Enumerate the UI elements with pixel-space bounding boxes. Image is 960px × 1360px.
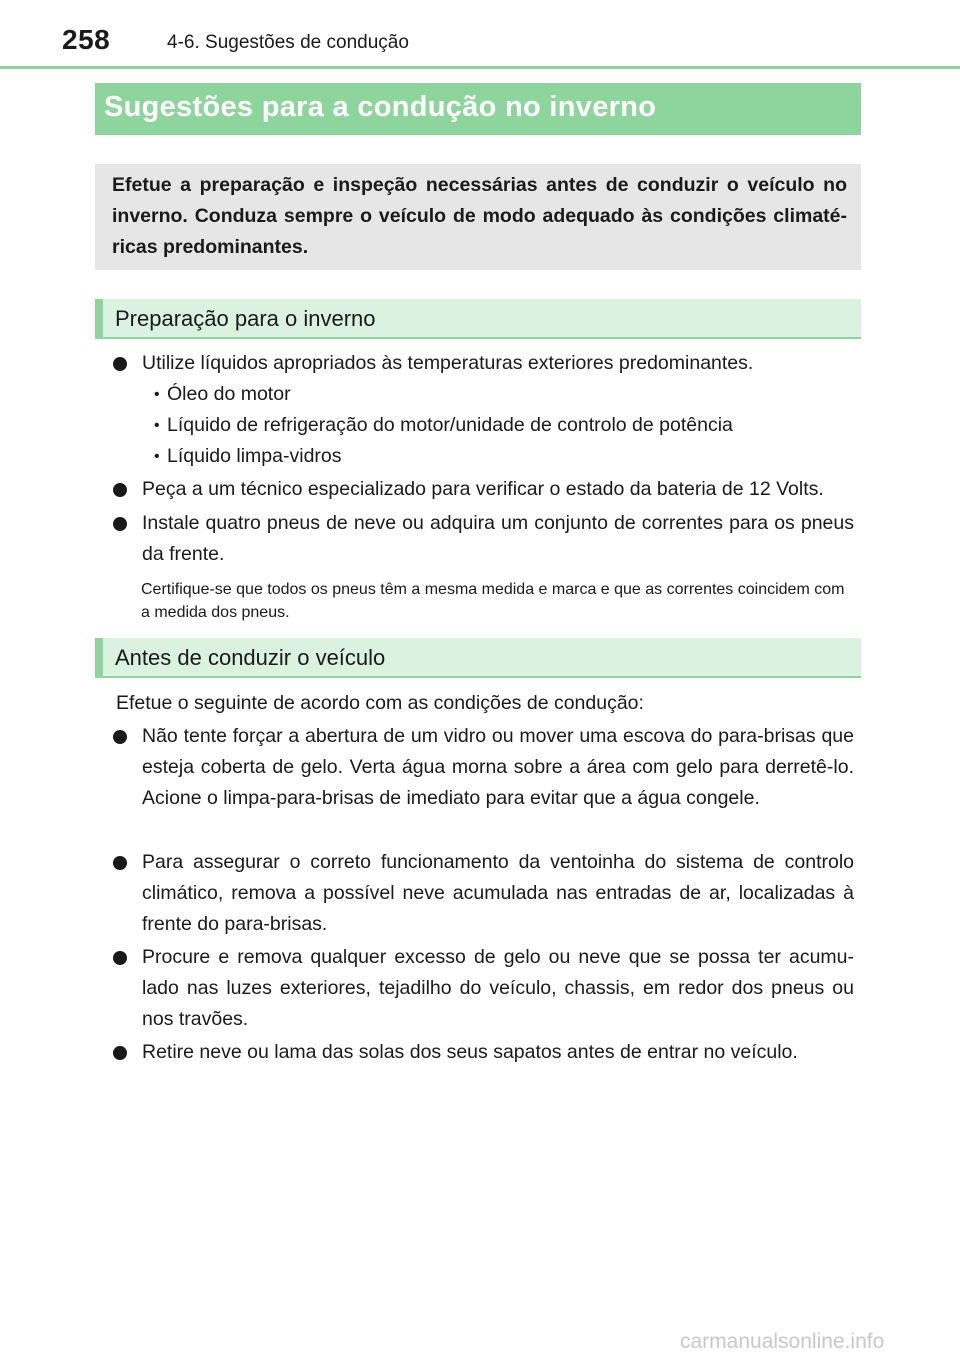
watermark: carmanualsonline.info bbox=[680, 1330, 885, 1353]
bullet-item bbox=[113, 942, 854, 1035]
subheader-preparation-text: Preparação para o inverno bbox=[115, 306, 376, 331]
bullet-text: Não tente forçar a abertura de um vidro ou mover uma escova do para-brisas que esteja coberta de gelo. Verta água morna sobre a área com gelo para derretê-lo. Acione o limpa-para-brisas de imediato para evitar que a água congele. bbox=[142, 725, 854, 809]
bullet-text: Utilize líquidos apropriados às temperaturas exteriores predominantes. bbox=[142, 352, 754, 374]
intro-text: Efetue a preparação e inspeção necessárias antes de conduzir o veículo no inverno. Conduza sempre o veículo de modo adequado às condições climaté-ricas predominantes. bbox=[112, 174, 847, 258]
sub-item bbox=[150, 410, 850, 441]
bullet-icon bbox=[113, 517, 127, 531]
bullet-icon bbox=[113, 1046, 127, 1060]
bullet-icon bbox=[113, 730, 127, 744]
bullet-item bbox=[113, 474, 854, 505]
page-title: Sugestões para a condução no inverno bbox=[104, 91, 657, 123]
bullet-item bbox=[113, 348, 854, 379]
bullet-icon bbox=[113, 357, 127, 371]
bullet-item bbox=[113, 847, 854, 940]
bullet-text: Instale quatro pneus de neve ou adquira um conjunto de correntes para os pneus da frente. bbox=[142, 512, 854, 565]
intro-box bbox=[95, 164, 861, 270]
middot-icon: • bbox=[154, 417, 160, 434]
bullet-text: Peça a um técnico especializado para verificar o estado da bateria de 12 Volts. bbox=[142, 478, 824, 500]
bullet-icon bbox=[113, 856, 127, 870]
bullet-text: Para assegurar o correto funcionamento da ventoinha do sistema de controlo climático, remova a possível neve acumulada nas entradas de ar, localizadas à frente do para-brisas. bbox=[142, 851, 854, 935]
page-header bbox=[0, 0, 960, 69]
bullet-item bbox=[113, 508, 854, 570]
sub-item bbox=[150, 379, 850, 410]
bullet-icon bbox=[113, 951, 127, 965]
bullet-item bbox=[113, 1037, 854, 1068]
note-text: Certifique-se que todos os pneus têm a mesma medida e marca e que as correntes coincidem com a medida dos pneus. bbox=[141, 581, 845, 621]
subheader-before-driving bbox=[95, 638, 861, 678]
sub-item-text: Líquido limpa-vidros bbox=[167, 445, 342, 467]
sub-item-text: Óleo do motor bbox=[167, 383, 291, 405]
title-banner bbox=[95, 83, 861, 135]
subheader-before-driving-text: Antes de conduzir o veículo bbox=[115, 645, 386, 670]
middot-icon: • bbox=[154, 386, 160, 403]
sub-item-text: Líquido de refrigeração do motor/unidade de controlo de potência bbox=[167, 414, 733, 436]
section-label: 4-6. Sugestões de condução bbox=[167, 32, 409, 53]
sub-item bbox=[150, 441, 850, 472]
bullet-text: Procure e remova qualquer excesso de gelo ou neve que se possa ter acumu-lado nas luzes exteriores, tejadilho do veículo, chassis, em redor dos pneus ou nos travões. bbox=[142, 946, 854, 1030]
bullet-text: Retire neve ou lama das solas dos seus sapatos antes de entrar no veículo. bbox=[142, 1041, 798, 1063]
bullet-item bbox=[113, 721, 854, 814]
bullet-icon bbox=[113, 483, 127, 497]
middot-icon: • bbox=[154, 448, 160, 465]
page-number: 258 bbox=[62, 24, 111, 55]
lead-text: Efetue o seguinte de acordo com as condições de condução: bbox=[116, 692, 644, 714]
subheader-preparation bbox=[95, 299, 861, 339]
